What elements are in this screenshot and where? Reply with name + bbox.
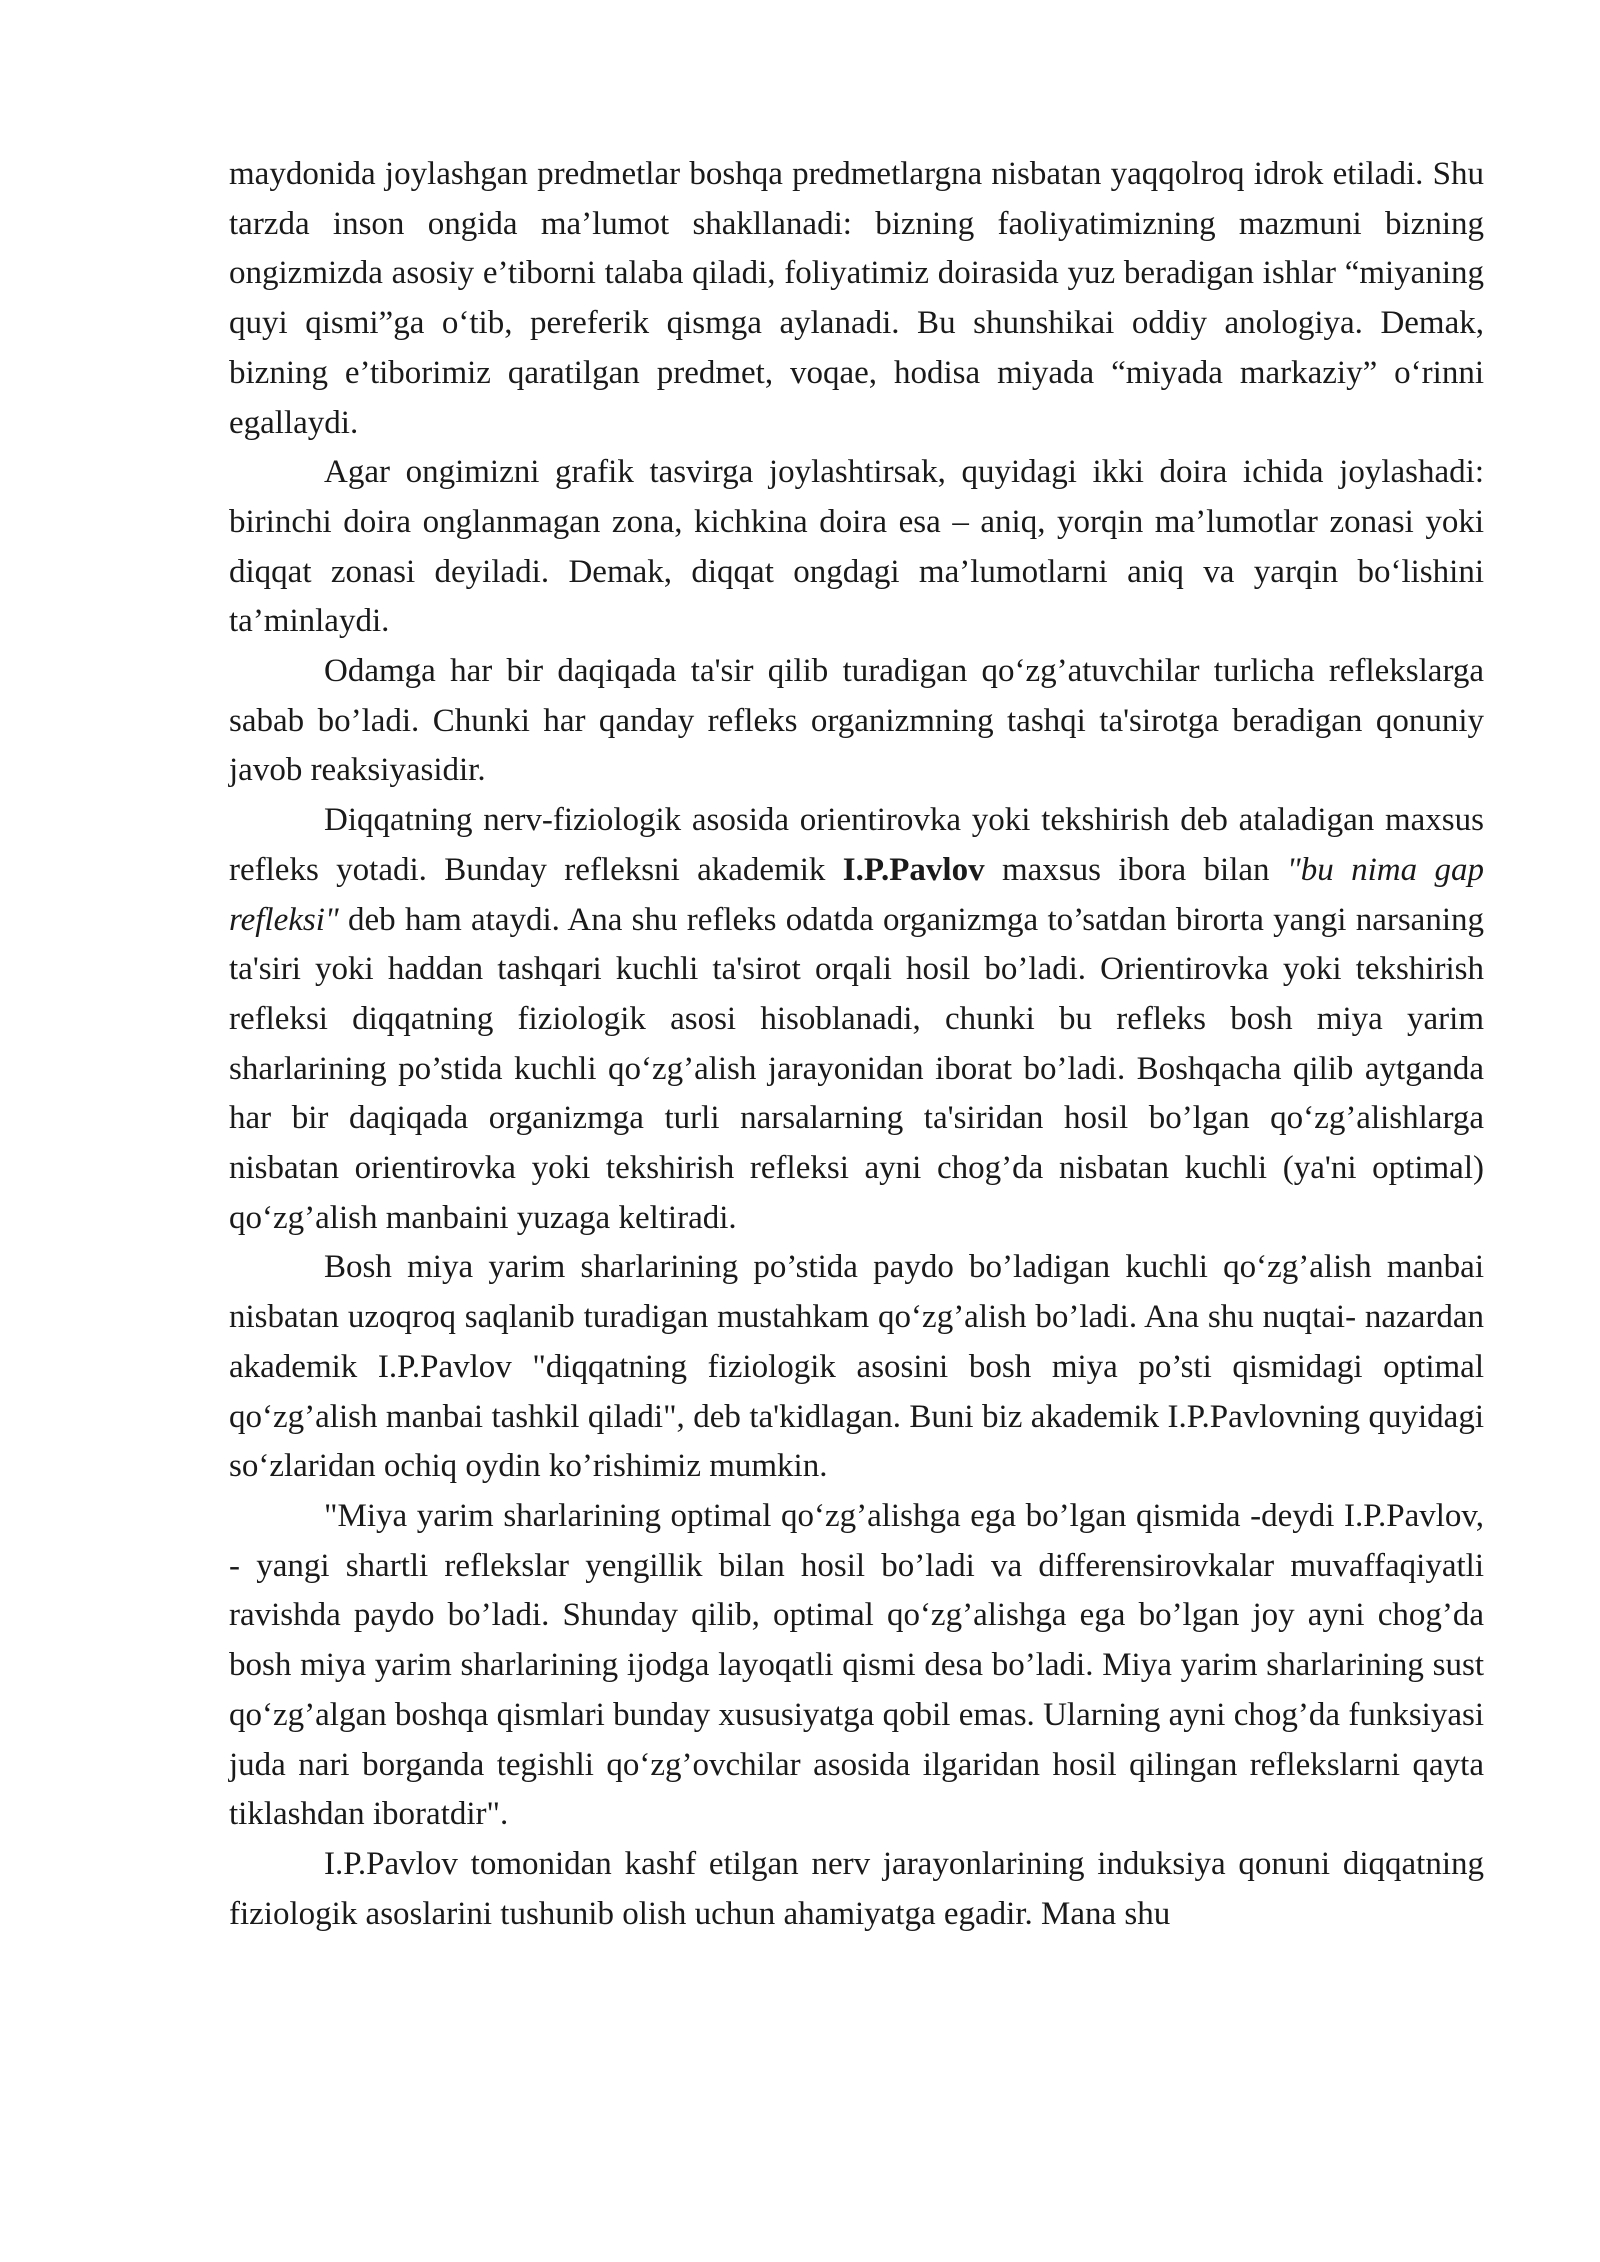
paragraph-2: Agar ongimizni grafik tasvirga joylashtirsak, quyidagi ikki doira ichida joylashadi: birinchi doira onglanmagan zona, kichkina doira esa – aniq, yorqin ma’lumotlar zonasi yoki diqqat zonasi deyiladi. Demak, diqqat ongdagi ma’lumotlarni aniq va yarqin bo‘lishini ta’minlaydi.	[229, 454, 1484, 640]
paragraph-1: maydonida joylashgan predmetlar boshqa predmetlargna nisbatan yaqqolroq idrok etiladi. Shu tarzda inson ongida ma’lumot shakllanadi: bizning faoliyatimizning mazmuni bizning ongizmizda asosiy e’tiborni talaba qiladi, foliyatimiz doirasida yuz beradigan ishlar “miyaning quyi qismi”ga o‘tib, pereferik qismga aylanadi. Bu shunshikai oddiy anologiya. Demak, bizning e’tiborimiz qaratilgan predmet, voqae, hodisa miyada “miyada markaziy” o‘rinni egallaydi.	[229, 156, 1484, 441]
paragraph-3: Odamga har bir daqiqada ta'sir qilib turadigan qo‘zg’atuvchilar turlicha reflekslarga sabab bo’ladi. Chunki har qanday refleks organizmning tashqi ta'sirotga beradigan qonuniy javob reaksiyasidir.	[229, 653, 1484, 789]
paragraph-4-text-a: Diqqatning nerv-fiziologik asosida orientirovka yoki tekshirish deb ataladigan maxsus refleks yotadi. Bunday refleksni akademik	[229, 802, 1484, 888]
paragraph-4-text-c: deb ham ataydi. Ana shu refleks odatda organizmga to’satdan birorta yangi narsaning ta'siri yoki haddan tashqari kuchli ta'sirot orqali hosil bo’ladi. Orientirovka yoki tekshirish refleksi diqqatning fiziologik asosi hisoblanadi, chunki bu refleks bosh miya yarim sharlarining po’stida kuchli qo‘zg’alish jarayonidan iborat bo’ladi. Boshqacha qilib aytganda har bir daqiqada organizmga turli narsalarning ta'siridan hosil bo’lgan qo‘zg’alishlarga nisbatan orientirovka yoki tekshirish refleksi ayni chog’da nisbatan kuchli (ya'ni optimal) qo‘zg’alish manbaini yuzaga keltiradi.	[229, 901, 1484, 1236]
reflex-italic-quote: "bu nima gap refleksi"	[229, 851, 1485, 938]
paragraph-5: Bosh miya yarim sharlarining po’stida paydo bo’ladigan kuchli qo‘zg’alish manbai nisbatan uzoqroq saqlanib turadigan mustahkam qo‘zg’alish bo’ladi. Ana shu nuqtai- nazardan akademik I.P.Pavlov "diqqatning fiziologik asosini bosh miya po’sti qismidagi optimal qo‘zg’alish manbai tashkil qiladi", deb ta'kidlagan. Buni biz akademik I.P.Pavlovning quyidagi so‘zlaridan ochiq oydin ko’rishimiz mumkin.	[229, 1249, 1484, 1485]
pavlov-bold-name: I.P.Pavlov	[842, 851, 985, 888]
paragraph-4-text-b: maxsus ibora bilan	[984, 851, 1287, 888]
paragraph-4	[229, 796, 1484, 1243]
paragraph-6: "Miya yarim sharlarining optimal qo‘zg’alishga ega bo’lgan qismida -deydi I.P.Pavlov, - yangi shartli reflekslar yengillik bilan hosil bo’ladi va differensirovkalar muvaffaqiyatli ravishda paydo bo’ladi. Shunday qilib, optimal qo‘zg’alishga ega bo’lgan joy ayni chog’da bosh miya yarim sharlarining ijodga layoqatli qismi desa bo’ladi. Miya yarim sharlarining sust qo‘zg’algan boshqa qismlari bunday xususiyatga qobil emas. Ularning ayni chog’da funksiyasi juda nari borganda tegishli qo‘zg’ovchilar asosida ilgaridan hosil qilingan reflekslarni qayta tiklashdan iboratdir".	[229, 1497, 1484, 1833]
paragraph-7: I.P.Pavlov tomonidan kashf etilgan nerv jarayonlarining induksiya qonuni diqqatning fiziologik asoslarini tushunib olish uchun ahamiyatga egadir. Mana shu	[229, 1845, 1484, 1932]
document-page	[229, 150, 1484, 1939]
